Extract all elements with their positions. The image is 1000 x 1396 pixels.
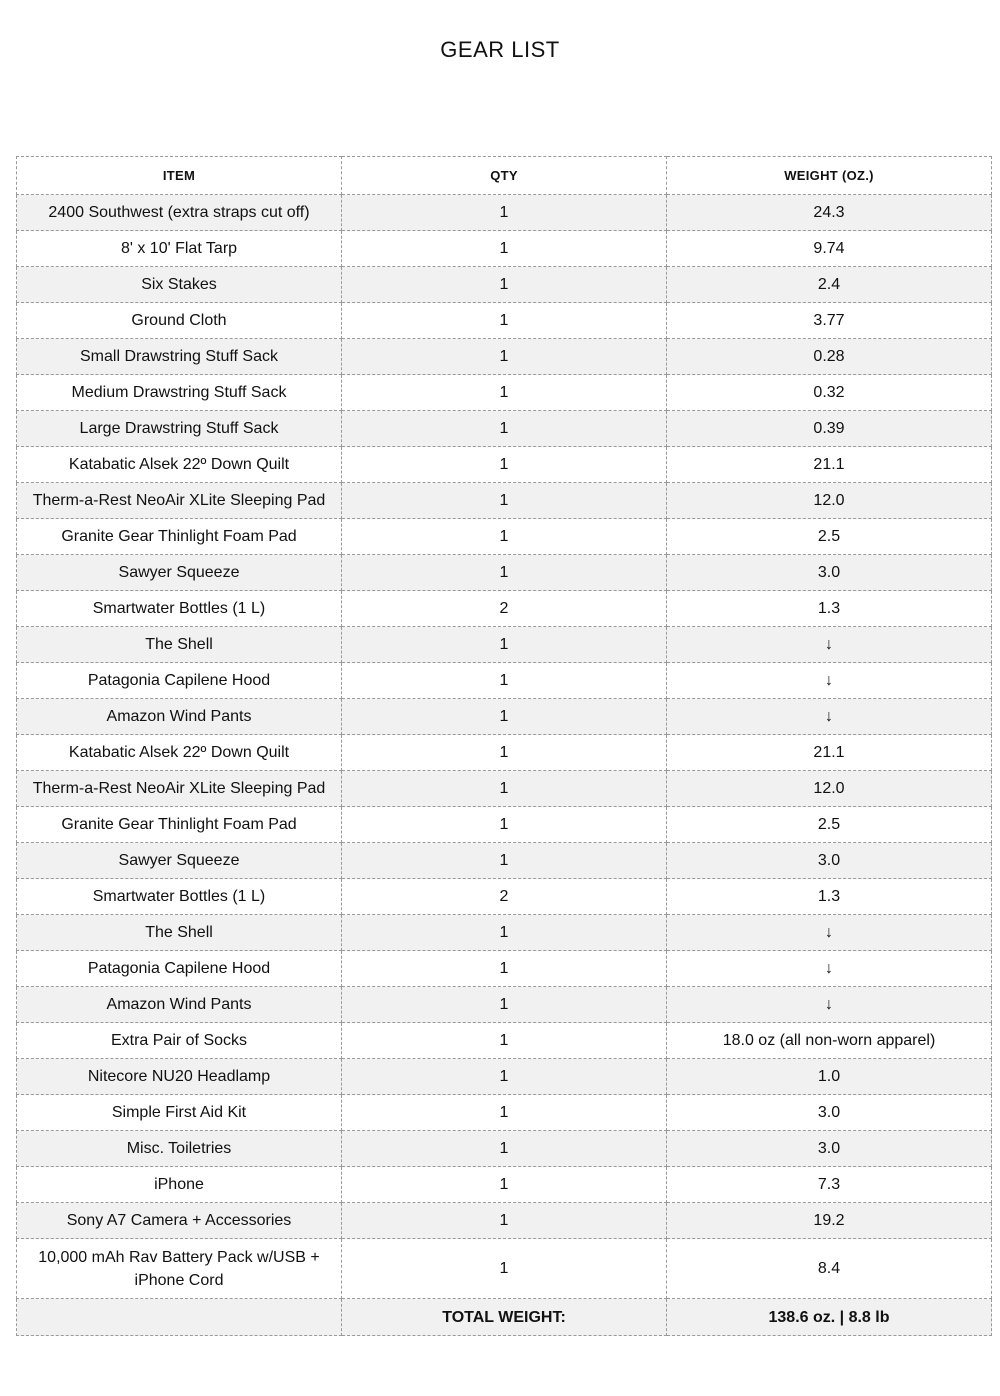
- table-row: [17, 375, 992, 411]
- weight-cell: 2.5: [667, 519, 992, 555]
- qty-cell: 1: [342, 699, 667, 735]
- total-value: 138.6 oz. | 8.8 lb: [667, 1299, 992, 1336]
- table-row: [17, 267, 992, 303]
- table-row: [17, 915, 992, 951]
- qty-cell: 1: [342, 483, 667, 519]
- table-row: [17, 195, 992, 231]
- qty-cell: 1: [342, 771, 667, 807]
- table-row: [17, 1203, 992, 1239]
- item-cell: Smartwater Bottles (1 L): [17, 879, 342, 915]
- table-row: [17, 1023, 992, 1059]
- item-cell: Amazon Wind Pants: [17, 699, 342, 735]
- weight-cell: 0.39: [667, 411, 992, 447]
- weight-cell: 0.32: [667, 375, 992, 411]
- qty-cell: 1: [342, 735, 667, 771]
- qty-cell: 1: [342, 843, 667, 879]
- item-cell: Katabatic Alsek 22º Down Quilt: [17, 447, 342, 483]
- table-body: [17, 195, 992, 1299]
- column-header-item: ITEM: [17, 157, 342, 195]
- qty-cell: 1: [342, 915, 667, 951]
- total-label: TOTAL WEIGHT:: [342, 1299, 667, 1336]
- qty-cell: 1: [342, 951, 667, 987]
- table-row: [17, 1095, 992, 1131]
- qty-cell: 1: [342, 303, 667, 339]
- weight-cell: ↓: [667, 627, 992, 663]
- table-row: [17, 987, 992, 1023]
- weight-cell: 8.4: [667, 1239, 992, 1299]
- qty-cell: 1: [342, 555, 667, 591]
- table-row: [17, 663, 992, 699]
- qty-cell: 1: [342, 339, 667, 375]
- qty-cell: 1: [342, 1167, 667, 1203]
- item-cell: 2400 Southwest (extra straps cut off): [17, 195, 342, 231]
- qty-cell: 1: [342, 447, 667, 483]
- column-header-qty: QTY: [342, 157, 667, 195]
- page-title: GEAR LIST: [440, 37, 560, 62]
- item-cell: Patagonia Capilene Hood: [17, 663, 342, 699]
- table-row: [17, 231, 992, 267]
- qty-cell: 1: [342, 519, 667, 555]
- qty-cell: 1: [342, 1239, 667, 1299]
- weight-cell: 21.1: [667, 447, 992, 483]
- table-row: [17, 447, 992, 483]
- table-row: [17, 699, 992, 735]
- table-row: [17, 807, 992, 843]
- table-row: [17, 411, 992, 447]
- qty-cell: 1: [342, 1023, 667, 1059]
- weight-cell: 2.5: [667, 807, 992, 843]
- table-row: [17, 879, 992, 915]
- item-cell: The Shell: [17, 627, 342, 663]
- weight-cell: 12.0: [667, 483, 992, 519]
- column-header-weight: WEIGHT (OZ.): [667, 157, 992, 195]
- weight-cell: ↓: [667, 699, 992, 735]
- qty-cell: 1: [342, 987, 667, 1023]
- table-row: [17, 1239, 992, 1299]
- qty-cell: 2: [342, 591, 667, 627]
- qty-cell: 1: [342, 1203, 667, 1239]
- qty-cell: 1: [342, 627, 667, 663]
- table-row: [17, 627, 992, 663]
- item-cell: Sony A7 Camera + Accessories: [17, 1203, 342, 1239]
- weight-cell: ↓: [667, 951, 992, 987]
- weight-cell: 0.28: [667, 339, 992, 375]
- item-cell: Katabatic Alsek 22º Down Quilt: [17, 735, 342, 771]
- qty-cell: 1: [342, 1131, 667, 1167]
- item-cell: Medium Drawstring Stuff Sack: [17, 375, 342, 411]
- weight-cell: 7.3: [667, 1167, 992, 1203]
- table-row: [17, 735, 992, 771]
- item-cell: Large Drawstring Stuff Sack: [17, 411, 342, 447]
- item-cell: Patagonia Capilene Hood: [17, 951, 342, 987]
- weight-cell: 24.3: [667, 195, 992, 231]
- weight-cell: 3.77: [667, 303, 992, 339]
- qty-cell: 1: [342, 375, 667, 411]
- item-cell: Small Drawstring Stuff Sack: [17, 339, 342, 375]
- table-row: [17, 519, 992, 555]
- qty-cell: 1: [342, 1095, 667, 1131]
- weight-cell: 12.0: [667, 771, 992, 807]
- weight-cell: ↓: [667, 915, 992, 951]
- table-header-row: [17, 157, 992, 195]
- gear-table: [16, 156, 992, 1336]
- item-cell: Extra Pair of Socks: [17, 1023, 342, 1059]
- table-row: [17, 339, 992, 375]
- qty-cell: 1: [342, 411, 667, 447]
- table-row: [17, 483, 992, 519]
- item-cell: iPhone: [17, 1167, 342, 1203]
- item-cell: 8' x 10' Flat Tarp: [17, 231, 342, 267]
- item-cell: Sawyer Squeeze: [17, 843, 342, 879]
- weight-cell: 3.0: [667, 1131, 992, 1167]
- table-row: [17, 1059, 992, 1095]
- weight-cell: ↓: [667, 663, 992, 699]
- item-cell: Misc. Toiletries: [17, 1131, 342, 1167]
- item-cell: Therm-a-Rest NeoAir XLite Sleeping Pad: [17, 771, 342, 807]
- table-row: [17, 1167, 992, 1203]
- item-cell: Simple First Aid Kit: [17, 1095, 342, 1131]
- item-cell: Nitecore NU20 Headlamp: [17, 1059, 342, 1095]
- weight-cell: 1.0: [667, 1059, 992, 1095]
- item-cell: Granite Gear Thinlight Foam Pad: [17, 519, 342, 555]
- weight-cell: 3.0: [667, 555, 992, 591]
- table-row: [17, 1131, 992, 1167]
- qty-cell: 1: [342, 231, 667, 267]
- qty-cell: 1: [342, 807, 667, 843]
- table-row: [17, 771, 992, 807]
- weight-cell: 21.1: [667, 735, 992, 771]
- weight-cell: 1.3: [667, 879, 992, 915]
- weight-cell: 18.0 oz (all non-worn apparel): [667, 1023, 992, 1059]
- qty-cell: 1: [342, 267, 667, 303]
- table-row: [17, 843, 992, 879]
- table-row: [17, 951, 992, 987]
- qty-cell: 1: [342, 1059, 667, 1095]
- table-row: [17, 555, 992, 591]
- weight-cell: 2.4: [667, 267, 992, 303]
- item-cell: Amazon Wind Pants: [17, 987, 342, 1023]
- item-cell: Therm-a-Rest NeoAir XLite Sleeping Pad: [17, 483, 342, 519]
- item-cell: Smartwater Bottles (1 L): [17, 591, 342, 627]
- qty-cell: 1: [342, 195, 667, 231]
- total-row: [17, 1299, 992, 1336]
- weight-cell: 19.2: [667, 1203, 992, 1239]
- item-cell: Ground Cloth: [17, 303, 342, 339]
- table-row: [17, 591, 992, 627]
- item-cell: Six Stakes: [17, 267, 342, 303]
- weight-cell: 3.0: [667, 1095, 992, 1131]
- weight-cell: 1.3: [667, 591, 992, 627]
- weight-cell: 9.74: [667, 231, 992, 267]
- item-cell: Sawyer Squeeze: [17, 555, 342, 591]
- item-cell: 10,000 mAh Rav Battery Pack w/USB + iPhone Cord: [17, 1239, 342, 1299]
- weight-cell: 3.0: [667, 843, 992, 879]
- weight-cell: ↓: [667, 987, 992, 1023]
- item-cell: Granite Gear Thinlight Foam Pad: [17, 807, 342, 843]
- qty-cell: 2: [342, 879, 667, 915]
- total-item-cell: [17, 1299, 342, 1336]
- item-cell: The Shell: [17, 915, 342, 951]
- qty-cell: 1: [342, 663, 667, 699]
- table-row: [17, 303, 992, 339]
